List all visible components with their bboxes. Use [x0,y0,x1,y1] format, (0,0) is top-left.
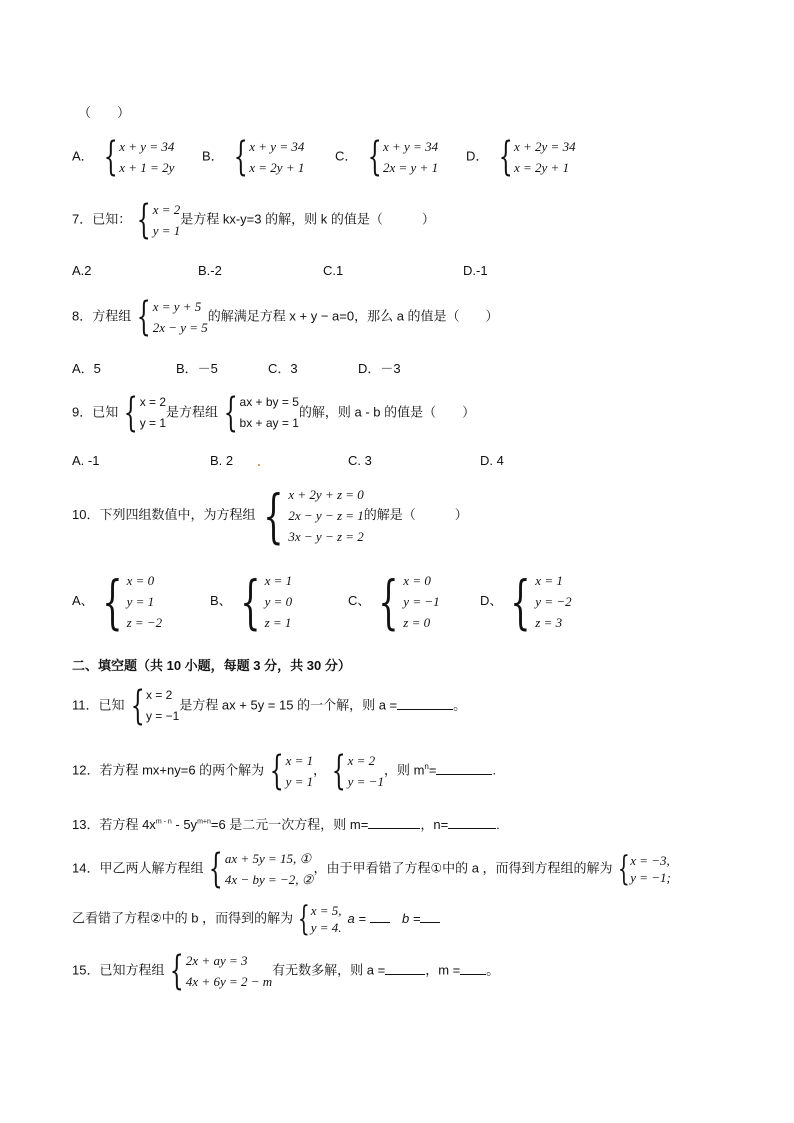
q8-option-b: B．－5 [176,361,218,376]
question-prefix: 12．若方程 mx+ny=6 的两个解为 [72,762,265,778]
question-text: =6 是二元一次方程，则 m= [210,817,369,832]
equation-system: { x = 5, y = 4. [297,899,342,939]
equation-system: { x = 2 y = −1 [130,683,180,729]
option-label: A、 [72,593,94,608]
equation-system: { x = 1 y = 1 [269,748,314,794]
equation-system: { x = 2 y = 1 [123,390,167,436]
option-label: D． [466,148,489,164]
q7-option-b: B.-2 [198,263,222,278]
equation: y = 4. [310,920,342,935]
question-text: 的解，则 a - b 的值是（ ） [298,404,476,420]
question-prefix: 15．已知方程组 [72,962,165,978]
equation: 3x − y − z = 2 [288,529,364,544]
equation: y = 0 [264,594,293,609]
equation: 2x = y + 1 [382,160,439,175]
question-text: 的解是（ ） [363,507,468,522]
equation-system: { ax + by = 5 bx + ay = 1 [223,390,299,436]
q8-option-a: A．5 [72,361,101,376]
equation: x + 2y + z = 0 [288,487,364,502]
q6-option-b [202,136,304,178]
answer-label-b: b = [401,910,421,926]
option-label: B、 [210,593,232,608]
question-7 [72,199,435,241]
separator: ， [313,762,327,778]
question-8 [72,296,499,338]
question-prefix: 7．已知： [72,211,132,227]
equation-system: { x = 2 y = 1 [136,197,181,243]
option-label: C、 [348,593,371,608]
question-text: ，m = [425,962,461,978]
equation: y = 1 [126,594,155,609]
equation: x = 2 [347,753,376,768]
q10-option-d [480,567,572,636]
answer-paren: （ ） [78,105,131,120]
equation-system: { x = 2 y = −1 [331,748,384,794]
equation: x = 2 [139,395,167,409]
equals-sign: = [428,762,437,778]
option-label: A． [72,148,94,164]
equation-system: { 2x + ay = 3 4x + 6y = 2 − m [170,948,273,994]
equation: x + 2y = 34 [513,139,576,154]
q10-option-b [210,567,293,636]
question-12 [72,750,496,792]
equation-system: { x + y = 34 x = 2y + 1 [233,134,305,180]
equation-system: { x = 0 y = 1 z = −2 [101,567,163,636]
equation: x + y = 34 [249,139,305,154]
answer-blank-n[interactable] [448,828,496,829]
question-14 [72,848,671,890]
equation: y = −1 [347,774,384,789]
q9-option-b: B. 2 [210,453,234,468]
q9-option-a: A. -1 [72,453,100,468]
equation: x = 1 [264,573,293,588]
question-prefix: 10．下列四组数值中，为方程组 [72,507,256,522]
answer-label-a: a = [347,910,366,926]
equation: x = 2y + 1 [513,160,570,175]
equation: 2x − y − z = 1 [288,508,364,523]
equation: x = 0 [403,573,431,588]
section-title: 二、填空题（共 10 小题，每题 3 分，共 30 分） [72,658,351,673]
question-text: 是方程组 [166,404,219,420]
q6-option-c [335,136,438,178]
equation: 4x + 6y = 2 − m [185,974,273,989]
question-prefix: 11．已知 [72,697,125,713]
equation: x = 2y + 1 [249,160,305,175]
question-text: 是方程 kx-y=3 的解，则 k 的值是（ ） [180,211,435,227]
question-end: . [496,817,500,832]
equation: ax + by = 5 [239,395,299,409]
equation: x = y + 5 [152,299,202,314]
question-end: 。 [453,697,467,713]
question-text: ，则 m [383,762,425,778]
answer-blank-m[interactable] [460,974,486,975]
equation-system: { x + y = 34 x + 1 = 2y [103,134,175,180]
question-prefix: 13．若方程 4x [72,817,156,832]
q9-option-c: C. 3 [348,453,372,468]
equation: x + y = 34 [119,139,175,154]
equation: x = −3, [630,853,670,868]
equation: x = 5, [310,903,342,918]
question-15 [72,950,499,992]
equation: z = −2 [126,615,163,630]
equation-system: { x = y + 5 2x − y = 5 [136,294,208,340]
equation: y = 1 [285,774,314,789]
q9-option-d: D. 4 [480,453,504,468]
stray-dot [258,464,260,466]
equation-system: { x = 1 y = −2 z = 3 [510,567,572,636]
answer-blank[interactable] [436,774,492,775]
question-prefix: 14．甲乙两人解方程组 [72,860,204,876]
superscript: m - n [155,818,172,826]
option-label: B． [202,148,224,164]
equation: x + 1 = 2y [119,160,175,175]
option-label: C． [335,148,358,164]
question-text: 的解满足方程 x + y − a=0，那么 a 的值是（ ） [207,308,499,324]
question-10 [72,481,468,550]
equation: y = −1; [630,870,671,885]
equation: x + y = 34 [382,139,439,154]
equation: z = 3 [535,615,563,630]
question-prefix: 8．方程组 [72,308,132,324]
equation-system: { x = 1 y = 0 z = 1 [239,567,293,636]
equation: z = 0 [403,615,431,630]
question-end: . [492,762,497,778]
q8-option-c: C．3 [268,361,298,376]
answer-blank-a[interactable] [370,922,390,923]
equation: y = 1 [152,223,181,238]
question-text: 乙看错了方程②中的 b ，而得到的解为 [72,910,294,926]
answer-blank-m[interactable] [368,828,420,829]
q6-option-d [466,136,576,178]
equation-system: { ax + 5y = 15, ① 4x − by = −2, ② [209,846,314,892]
equation-system: { x + 2y + z = 0 2x − y − z = 1 3x − y − z = 2 [263,481,364,550]
question-end: 。 [486,962,500,978]
superscript: m+n [197,818,211,826]
equation: ax + 5y = 15, ① [224,851,312,866]
superscript: n [424,762,429,772]
equation: x = 2 [145,688,173,702]
equation-system: { x + y = 34 2x = y + 1 [367,134,439,180]
equation: y = −1 [403,594,440,609]
question-text: 有无数多解，则 a = [272,962,386,978]
equation-system: { x = 0 y = −1 z = 0 [378,567,440,636]
q7-option-d: D.-1 [463,263,488,278]
equation: x = 2 [152,202,181,217]
equation: x = 1 [285,753,314,768]
q6-option-a [72,136,174,178]
question-11 [72,685,466,727]
equation: x = 1 [535,573,563,588]
answer-blank-b[interactable] [420,922,440,923]
equation-system: { x = −3, y = −1; [617,849,671,889]
option-label: D、 [480,593,503,608]
question-text: 是方程 ax + 5y = 15 的一个解，则 a = [179,697,398,713]
equation: bx + ay = 1 [239,416,299,430]
question-prefix: 9．已知 [72,404,119,420]
equation: 2x + ay = 3 [185,953,248,968]
q7-option-c: C.1 [323,263,344,278]
equation: 2x − y = 5 [152,320,208,335]
question-text: ，由于甲看错了方程①中的 a ，而得到方程组的解为 [313,860,613,876]
question-9 [72,392,475,434]
answer-blank[interactable] [397,709,453,710]
equation: y = −2 [535,594,572,609]
q10-option-c [348,567,440,636]
question-13 [72,814,500,833]
equation: y = 1 [139,416,167,430]
question-text: ，n= [420,817,449,832]
question-text: - 5y [171,817,198,832]
q7-option-a: A.2 [72,263,92,278]
equation: x = 0 [126,573,155,588]
answer-blank-a[interactable] [385,974,425,975]
question-14-line-2 [72,899,440,939]
equation-system: { x + 2y = 34 x = 2y + 1 [498,134,576,180]
equation: y = −1 [145,709,180,723]
equation: z = 1 [264,615,292,630]
equation: 4x − by = −2, ② [224,872,314,887]
q10-option-a [72,567,163,636]
q8-option-d: D．－3 [358,361,401,376]
